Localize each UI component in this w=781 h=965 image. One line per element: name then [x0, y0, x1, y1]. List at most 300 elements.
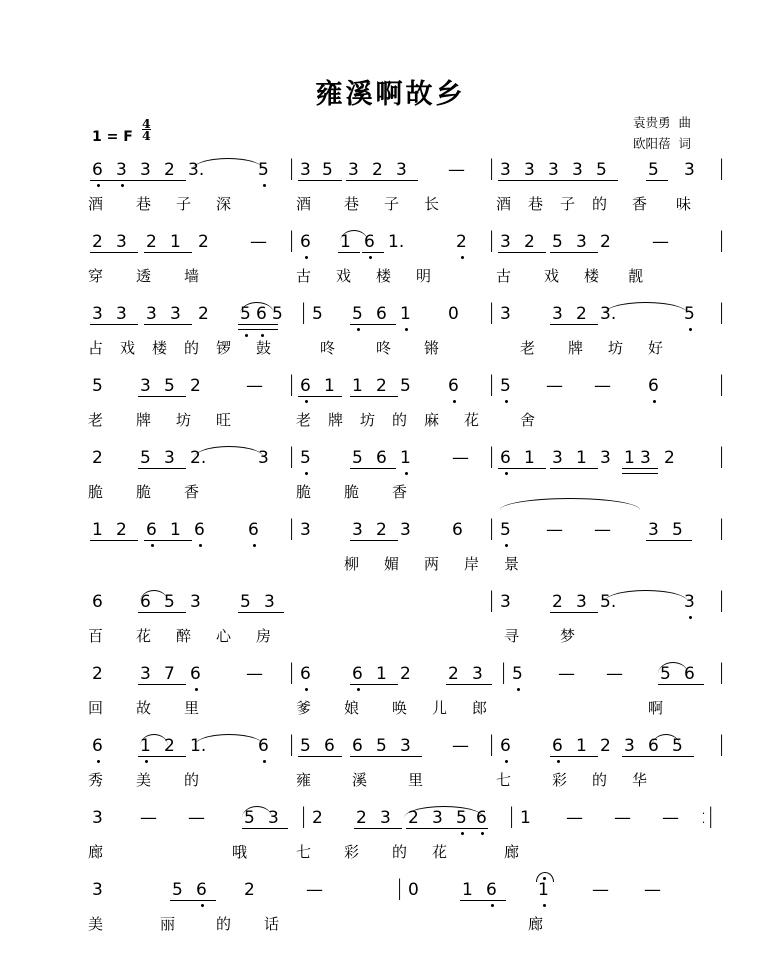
barline: | — [718, 732, 726, 756]
barline: | — [718, 588, 726, 612]
note-token: 1 — [520, 808, 531, 828]
beam-line — [350, 684, 398, 685]
lyric-syllable: 酒 — [296, 195, 312, 213]
note-token: 3 — [648, 520, 659, 540]
lyric-syllable: 靓 — [628, 267, 644, 285]
lyric-syllable: 寻 — [504, 627, 520, 645]
fermata-dot — [543, 877, 546, 880]
lyric-syllable: 雍 — [296, 771, 312, 789]
lyric-syllable: 七 — [296, 843, 312, 861]
lyric-syllable: 儿 — [432, 699, 448, 717]
beam-line — [550, 324, 598, 325]
lyric-syllable: 戏 — [120, 339, 136, 357]
note-token: 3 — [92, 304, 103, 324]
notation-row — [0, 878, 781, 912]
note-token: 2 — [600, 232, 611, 252]
note-token: 5 — [456, 808, 467, 828]
lyric-syllable: 牌 — [568, 339, 584, 357]
note-token: 5 — [240, 592, 251, 612]
note-token: — — [652, 232, 669, 252]
barline: | — [300, 300, 308, 324]
note-token: 3 — [552, 304, 563, 324]
beam-line — [454, 828, 488, 829]
octave-dot — [305, 256, 308, 259]
staff-system — [0, 590, 781, 664]
octave-dot — [253, 544, 256, 547]
lyric-syllable: 楼 — [584, 267, 600, 285]
beam-line — [550, 468, 598, 469]
note-token: 3 — [300, 160, 311, 180]
note-token: 3 — [352, 520, 363, 540]
beam-line — [90, 252, 138, 253]
notation-row — [0, 446, 781, 480]
lyric-syllable: 的 — [592, 195, 608, 213]
lyric-syllable: 娘 — [344, 699, 360, 717]
lyric-syllable: 戏 — [544, 267, 560, 285]
note-token: 3 — [92, 880, 103, 900]
octave-dot — [263, 184, 266, 187]
lyric-syllable: 酒 — [88, 195, 104, 213]
lyric-syllable: 七 — [496, 771, 512, 789]
lyric-syllable: 华 — [632, 771, 648, 789]
lyric-syllable: 老 — [88, 411, 104, 429]
note-token: 2 — [92, 664, 103, 684]
lyrics-row — [0, 770, 781, 796]
note-token: 6 — [452, 520, 463, 540]
barline: | — [718, 372, 726, 396]
beam-line — [546, 180, 618, 181]
note-token: 1 — [538, 880, 549, 900]
time-signature — [142, 118, 151, 141]
barline: | — [396, 876, 404, 900]
notation-row — [0, 158, 781, 192]
note-token: 2 — [524, 232, 535, 252]
lyric-syllable: 唤 — [392, 699, 408, 717]
note-token: 2 — [552, 592, 563, 612]
lyric-syllable: 锣 — [216, 339, 232, 357]
note-token: 3 — [576, 232, 587, 252]
octave-dot — [461, 832, 464, 835]
octave-dot — [557, 760, 560, 763]
lyric-syllable: 透 — [136, 267, 152, 285]
octave-dot — [97, 184, 100, 187]
lyric-syllable: 美 — [88, 915, 104, 933]
note-token: 1 — [140, 736, 151, 756]
octave-dot — [151, 544, 154, 547]
note-token: 3 — [400, 520, 411, 540]
lyric-syllable: 花 — [432, 843, 448, 861]
barline: | — [300, 804, 308, 828]
lyric-syllable: 的 — [592, 771, 608, 789]
time-signature-denominator: 4 — [142, 128, 151, 143]
note-token: 3 — [170, 304, 181, 324]
beam-line — [346, 180, 418, 181]
credits-block — [633, 112, 691, 154]
staff-system — [0, 158, 781, 232]
note-token: 2 — [312, 808, 323, 828]
notation-row — [0, 302, 781, 336]
beam-line — [350, 468, 396, 469]
note-token: 6 — [92, 160, 103, 180]
note-token: 6 — [352, 664, 363, 684]
barline: | — [488, 516, 496, 540]
note-token: 2 — [600, 736, 611, 756]
note-token: 3 — [140, 160, 151, 180]
beam-line — [238, 612, 284, 613]
note-token: 6 — [300, 664, 311, 684]
note-token: 3 — [380, 808, 391, 828]
octave-dot — [305, 400, 308, 403]
lyrics-row — [0, 626, 781, 652]
note-token: 0 — [448, 304, 459, 324]
note-token: 3 — [116, 304, 127, 324]
slur-arc — [604, 590, 688, 602]
barline: | — [288, 372, 296, 396]
beam-line — [498, 468, 546, 469]
lyric-syllable: 巷 — [344, 195, 360, 213]
lyric-syllable: 房 — [256, 627, 272, 645]
barline: | — [488, 372, 496, 396]
note-token: 5 — [648, 160, 659, 180]
note-token: 1 — [400, 304, 411, 324]
lyric-syllable: 美 — [136, 771, 152, 789]
lyric-syllable: 梦 — [560, 627, 576, 645]
time-signature-numerator: 4 — [142, 116, 151, 131]
note-token: 3 — [684, 160, 695, 180]
note-token: 1 — [462, 880, 473, 900]
lyric-syllable: 麻 — [424, 411, 440, 429]
note-token: — — [662, 808, 679, 828]
beam-line — [238, 329, 278, 330]
note-token: 1 — [352, 376, 363, 396]
beam-line — [550, 252, 598, 253]
note-token: 3. — [188, 160, 205, 180]
note-token: 5 — [312, 304, 323, 324]
note-token: — — [188, 808, 205, 828]
lyrics-row — [0, 194, 781, 220]
lyric-syllable: 坊 — [176, 411, 192, 429]
note-token: 3 — [92, 808, 103, 828]
lyric-syllable: 巷 — [136, 195, 152, 213]
note-token: 6 — [92, 736, 103, 756]
lyric-syllable: 脆 — [296, 483, 312, 501]
lyric-syllable: 长 — [424, 195, 440, 213]
lyrics-row — [0, 338, 781, 364]
note-token: 3 — [640, 448, 651, 468]
octave-dot — [369, 256, 372, 259]
beam-line — [350, 540, 398, 541]
lyric-syllable: 巷 — [528, 195, 544, 213]
note-token: 5 — [352, 448, 363, 468]
lyric-syllable: 秀 — [88, 771, 104, 789]
octave-dot — [199, 544, 202, 547]
notation-row — [0, 590, 781, 624]
lyric-syllable: 子 — [176, 195, 192, 213]
note-token: 3 — [432, 808, 443, 828]
lyric-syllable: 香 — [632, 195, 648, 213]
barline: | — [508, 804, 516, 828]
beam-line — [354, 828, 402, 829]
barline: | — [488, 588, 496, 612]
lyric-syllable: 媚 — [384, 555, 400, 573]
beam-line — [90, 180, 138, 181]
barline: | — [288, 156, 296, 180]
beam-line — [298, 756, 342, 757]
note-token: — — [246, 376, 263, 396]
lyric-syllable: 好 — [648, 339, 664, 357]
note-token: 3 — [400, 736, 411, 756]
note-token: 2 — [408, 808, 419, 828]
beam-line — [138, 396, 186, 397]
note-token: — — [644, 880, 661, 900]
beam-line — [144, 252, 192, 253]
note-token: 3 — [624, 736, 635, 756]
slur-arc — [240, 302, 274, 314]
note-token: 5 — [500, 376, 511, 396]
note-token: 3 — [300, 520, 311, 540]
barline: | — [288, 732, 296, 756]
beam-line — [622, 468, 658, 469]
lyric-syllable: 里 — [408, 771, 424, 789]
notation-row — [0, 662, 781, 696]
note-token: 6 — [376, 448, 387, 468]
key-signature: 1 = F — [92, 129, 133, 145]
barline: | — [718, 444, 726, 468]
note-token: 3. — [600, 304, 617, 324]
note-token: 3 — [576, 592, 587, 612]
barline: | — [718, 156, 726, 180]
lyric-syllable: 老 — [296, 411, 312, 429]
note-token: 2 — [92, 448, 103, 468]
lyric-syllable: 脆 — [344, 483, 360, 501]
note-token: 1 — [524, 448, 535, 468]
note-token: 6 — [300, 376, 311, 396]
beam-line — [170, 900, 216, 901]
lyric-syllable: 柳 — [344, 555, 360, 573]
note-token: — — [592, 880, 609, 900]
note-token: 6 — [364, 232, 375, 252]
octave-dot — [305, 688, 308, 691]
lyric-syllable: 老 — [520, 339, 536, 357]
lyrics-row — [0, 842, 781, 868]
octave-dot — [491, 904, 494, 907]
lyric-syllable: 坊 — [608, 339, 624, 357]
lyric-syllable: 丽 — [160, 915, 176, 933]
note-token: — — [546, 520, 563, 540]
beam-line — [238, 324, 278, 325]
barline: | — [488, 156, 496, 180]
note-token: 6 — [648, 376, 659, 396]
note-token: 3 — [116, 232, 127, 252]
barline: | — [500, 660, 508, 684]
note-token: 5 — [300, 736, 311, 756]
note-token: 5 — [140, 448, 151, 468]
lyric-syllable: 穿 — [88, 267, 104, 285]
note-token: 1 — [376, 664, 387, 684]
lyric-syllable: 楼 — [376, 267, 392, 285]
note-token: 6 — [140, 592, 151, 612]
lyric-syllable: 酒 — [496, 195, 512, 213]
lyric-syllable: 廊 — [528, 915, 544, 933]
lyric-syllable: 爹 — [296, 699, 312, 717]
barline: | — [488, 732, 496, 756]
note-token: 2 — [456, 232, 467, 252]
beam-line — [138, 756, 186, 757]
lyric-syllable: 的 — [216, 915, 232, 933]
note-token: 6 — [648, 736, 659, 756]
credit-lyricist: 欧阳蓓 词 — [633, 136, 691, 151]
note-token: 2 — [244, 880, 255, 900]
beam-line — [498, 180, 546, 181]
lyric-syllable: 彩 — [552, 771, 568, 789]
lyric-syllable: 的 — [392, 411, 408, 429]
beam-line — [460, 900, 506, 901]
lyric-syllable: 古 — [296, 267, 312, 285]
beam-line — [350, 396, 398, 397]
octave-dot — [201, 904, 204, 907]
note-token: 2. — [190, 448, 207, 468]
note-token: 6 — [448, 376, 459, 396]
note-token: 6 — [258, 736, 269, 756]
barline: | — [718, 228, 726, 252]
beam-line — [144, 324, 192, 325]
note-token: 5 — [552, 232, 563, 252]
note-token: 1 — [624, 448, 635, 468]
note-token: 2 — [448, 664, 459, 684]
note-token: — — [306, 880, 323, 900]
staff-system — [0, 734, 781, 808]
lyric-syllable: 深 — [216, 195, 232, 213]
lyric-syllable: 故 — [136, 699, 152, 717]
note-token: 5 — [164, 592, 175, 612]
note-token: 5 — [672, 520, 683, 540]
lyric-syllable: 占 — [88, 339, 104, 357]
note-token: 3 — [548, 160, 559, 180]
note-token: 2 — [376, 520, 387, 540]
octave-dot — [261, 334, 264, 337]
lyric-syllable: 明 — [416, 267, 432, 285]
note-token: 2 — [146, 232, 157, 252]
note-token: 1 — [576, 448, 587, 468]
staff-system — [0, 230, 781, 304]
beam-line — [350, 324, 396, 325]
note-token: 3 — [500, 592, 511, 612]
lyric-syllable: 子 — [384, 195, 400, 213]
note-token: — — [452, 736, 469, 756]
note-token: 3 — [500, 232, 511, 252]
lyric-syllable: 旺 — [216, 411, 232, 429]
note-token: — — [546, 376, 563, 396]
octave-dot — [305, 472, 308, 475]
note-token: 5 — [352, 304, 363, 324]
note-token: — — [606, 664, 623, 684]
lyric-syllable: 牌 — [328, 411, 344, 429]
staff-system — [0, 446, 781, 520]
lyrics-row — [0, 554, 781, 580]
note-token: 5 — [322, 160, 333, 180]
lyric-syllable: 香 — [184, 483, 200, 501]
lyric-syllable: 话 — [264, 915, 280, 933]
note-token: 3 — [140, 376, 151, 396]
octave-dot — [357, 688, 360, 691]
note-token: 3 — [600, 448, 611, 468]
lyric-syllable: 墙 — [184, 267, 200, 285]
lyric-syllable: 廊 — [504, 843, 520, 861]
lyric-syllable: 的 — [184, 339, 200, 357]
note-token: 2 — [198, 304, 209, 324]
lyric-syllable: 楼 — [152, 339, 168, 357]
notation-row — [0, 518, 781, 552]
lyric-syllable: 两 — [424, 555, 440, 573]
lyric-syllable: 坊 — [360, 411, 376, 429]
note-token: 3 — [684, 592, 695, 612]
lyric-syllable: 哦 — [232, 843, 248, 861]
note-token: 6 — [352, 736, 363, 756]
octave-dot — [263, 760, 266, 763]
barline: | — [718, 300, 726, 324]
lyrics-row — [0, 914, 781, 940]
note-token: 5 — [172, 880, 183, 900]
lyrics-row — [0, 410, 781, 436]
lyric-syllable: 彩 — [344, 843, 360, 861]
beam-line — [350, 756, 422, 757]
lyric-syllable: 古 — [496, 267, 512, 285]
staff-system — [0, 878, 781, 952]
lyric-syllable: 景 — [504, 555, 520, 573]
note-token: — — [614, 808, 631, 828]
note-token: 1 — [576, 736, 587, 756]
credit-composer: 袁贵勇 曲 — [633, 115, 691, 130]
beam-line — [406, 828, 454, 829]
note-token: 2 — [356, 808, 367, 828]
beam-line — [90, 540, 138, 541]
octave-dot — [689, 616, 692, 619]
note-token: 5 — [258, 160, 269, 180]
lyric-syllable: 脆 — [136, 483, 152, 501]
note-token: 5. — [600, 592, 617, 612]
note-token: 5 — [400, 376, 411, 396]
note-token: 3 — [268, 808, 279, 828]
note-token: 1. — [388, 232, 405, 252]
barline: | — [288, 516, 296, 540]
note-token: 2 — [664, 448, 675, 468]
note-token: 3 — [552, 448, 563, 468]
beam-line — [138, 684, 186, 685]
note-token: — — [594, 520, 611, 540]
note-token: 7 — [164, 664, 175, 684]
note-token: 1. — [190, 736, 207, 756]
note-token: 3 — [396, 160, 407, 180]
beam-line — [622, 473, 658, 474]
note-token: 2 — [116, 520, 127, 540]
note-token: 2 — [198, 232, 209, 252]
beam-line — [646, 180, 668, 181]
staff-system — [0, 662, 781, 736]
note-token: 6 — [146, 520, 157, 540]
note-token: 5 — [240, 304, 251, 324]
lyric-syllable: 香 — [392, 483, 408, 501]
note-token: 1 — [92, 520, 103, 540]
note-token: 6 — [196, 880, 207, 900]
staff-system — [0, 806, 781, 880]
note-token: 5 — [272, 304, 283, 324]
beam-line — [298, 180, 342, 181]
notation-row — [0, 806, 781, 840]
octave-dot — [505, 472, 508, 475]
octave-dot — [97, 760, 100, 763]
lyric-syllable: 郎 — [472, 699, 488, 717]
octave-dot — [357, 328, 360, 331]
